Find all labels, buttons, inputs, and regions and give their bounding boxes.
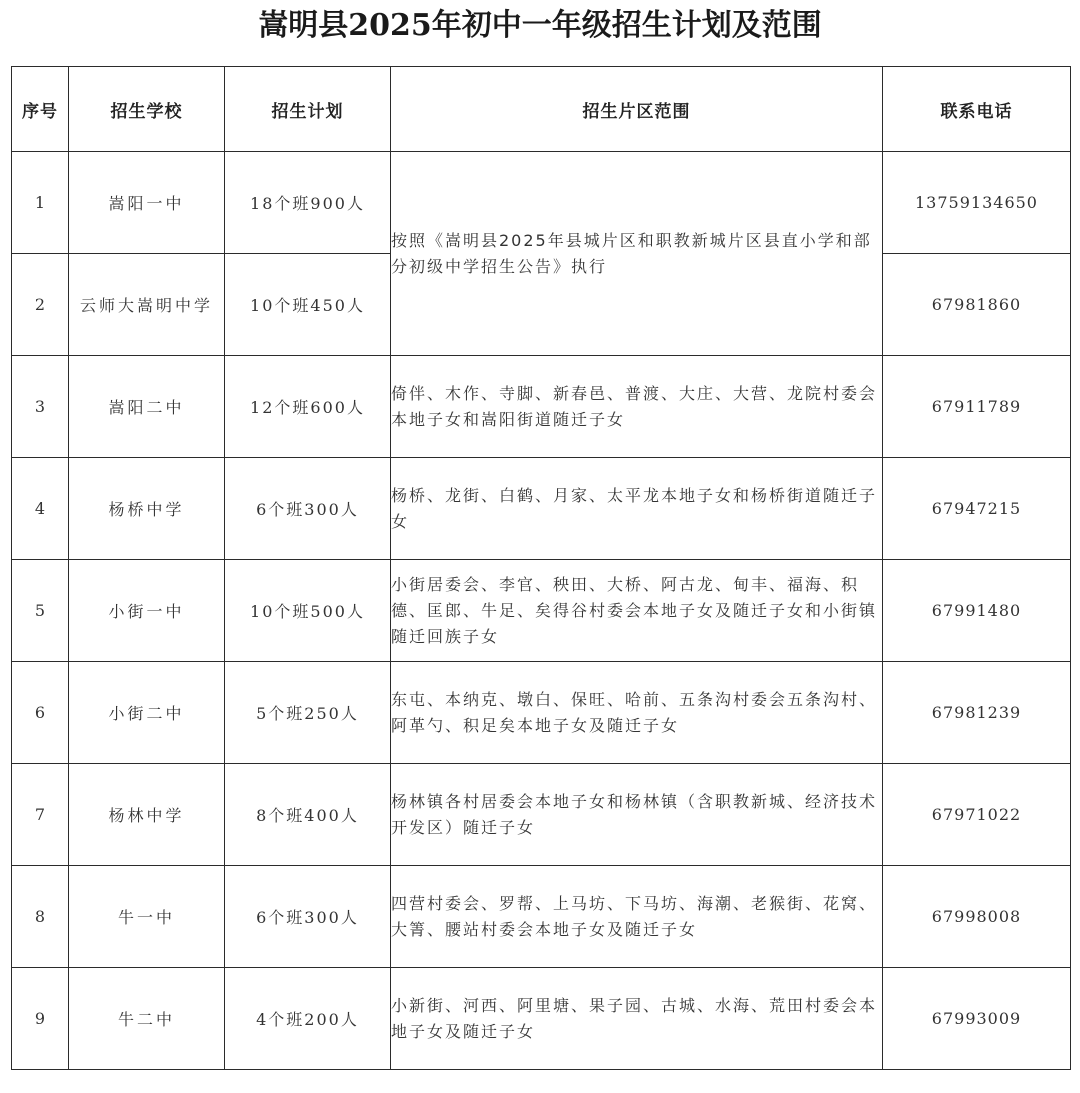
table-row (12, 560, 1071, 662)
cell-phone: 67981239 (883, 662, 1071, 764)
cell-range (391, 356, 883, 458)
cell-seq: 1 (12, 152, 69, 254)
cell-range (391, 560, 883, 662)
table-row (12, 764, 1071, 866)
cell-school: 嵩阳二中 (69, 356, 225, 458)
cell-seq: 6 (12, 662, 69, 764)
cell-plan: 10个班450人 (225, 254, 391, 356)
cell-school: 小街一中 (69, 560, 225, 662)
cell-school: 杨林中学 (69, 764, 225, 866)
range-text: 杨桥、龙街、白鹤、月家、太平龙本地子女和杨桥街道随迁子女 (391, 485, 878, 531)
cell-seq: 7 (12, 764, 69, 866)
cell-phone: 67993009 (883, 968, 1071, 1070)
cell-plan: 6个班300人 (225, 458, 391, 560)
header-school: 招生学校 (69, 67, 225, 152)
cell-range (391, 764, 883, 866)
cell-seq: 2 (12, 254, 69, 356)
cell-range (391, 968, 883, 1070)
header-range: 招生片区范围 (391, 67, 883, 152)
cell-school: 牛二中 (69, 968, 225, 1070)
cell-range-merged (391, 152, 883, 356)
header-seq: 序号 (12, 67, 69, 152)
cell-plan: 10个班500人 (225, 560, 391, 662)
range-text: 倚伴、木作、寺脚、新春邑、普渡、大庄、大营、龙院村委会本地子女和嵩阳街道随迁子女 (391, 383, 878, 429)
cell-plan: 12个班600人 (225, 356, 391, 458)
cell-plan: 5个班250人 (225, 662, 391, 764)
range-text: 小新街、河西、阿里塘、果子园、古城、水海、荒田村委会本地子女及随迁子女 (391, 995, 878, 1041)
table-row (12, 152, 1071, 254)
cell-plan: 4个班200人 (225, 968, 391, 1070)
table-row (12, 458, 1071, 560)
cell-range (391, 866, 883, 968)
cell-school: 杨桥中学 (69, 458, 225, 560)
range-text: 东屯、本纳克、墩白、保旺、哈前、五条沟村委会五条沟村、阿革勺、积足矣本地子女及随迁子女 (391, 689, 878, 735)
table-row (12, 662, 1071, 764)
cell-plan: 6个班300人 (225, 866, 391, 968)
cell-plan: 8个班400人 (225, 764, 391, 866)
header-plan: 招生计划 (225, 67, 391, 152)
cell-range (391, 662, 883, 764)
cell-phone: 67911789 (883, 356, 1071, 458)
cell-phone: 67991480 (883, 560, 1071, 662)
cell-school: 小街二中 (69, 662, 225, 764)
cell-phone: 67947215 (883, 458, 1071, 560)
cell-plan: 18个班900人 (225, 152, 391, 254)
table-row (12, 356, 1071, 458)
enrollment-plan-table (11, 66, 1071, 1070)
table-header-row (12, 67, 1071, 152)
cell-school: 嵩阳一中 (69, 152, 225, 254)
header-phone: 联系电话 (883, 67, 1071, 152)
cell-seq: 9 (12, 968, 69, 1070)
cell-seq: 4 (12, 458, 69, 560)
range-text: 小街居委会、李官、秧田、大桥、阿古龙、甸丰、福海、积德、匡郎、牛足、矣得谷村委会本地子女及随迁子女和小街镇随迁回族子女 (391, 574, 878, 646)
document-title: 嵩明县2025年初中一年级招生计划及范围 (258, 8, 822, 43)
cell-seq: 5 (12, 560, 69, 662)
range-text: 四营村委会、罗帮、上马坊、下马坊、海潮、老猴街、花窝、大箐、腰站村委会本地子女及随迁子女 (391, 893, 878, 939)
range-text: 杨林镇各村居委会本地子女和杨林镇（含职教新城、经济技术开发区）随迁子女 (391, 791, 878, 837)
range-text: 按照《嵩明县2025年县城片区和职教新城片区县直小学和部分初级中学招生公告》执行 (391, 230, 872, 276)
table-row (12, 866, 1071, 968)
cell-phone: 67981860 (883, 254, 1071, 356)
cell-school: 牛一中 (69, 866, 225, 968)
table-row (12, 968, 1071, 1070)
cell-phone: 67971022 (883, 764, 1071, 866)
cell-seq: 3 (12, 356, 69, 458)
cell-phone: 13759134650 (883, 152, 1071, 254)
cell-phone: 67998008 (883, 866, 1071, 968)
cell-seq: 8 (12, 866, 69, 968)
cell-range (391, 458, 883, 560)
cell-school: 云师大嵩明中学 (69, 254, 225, 356)
